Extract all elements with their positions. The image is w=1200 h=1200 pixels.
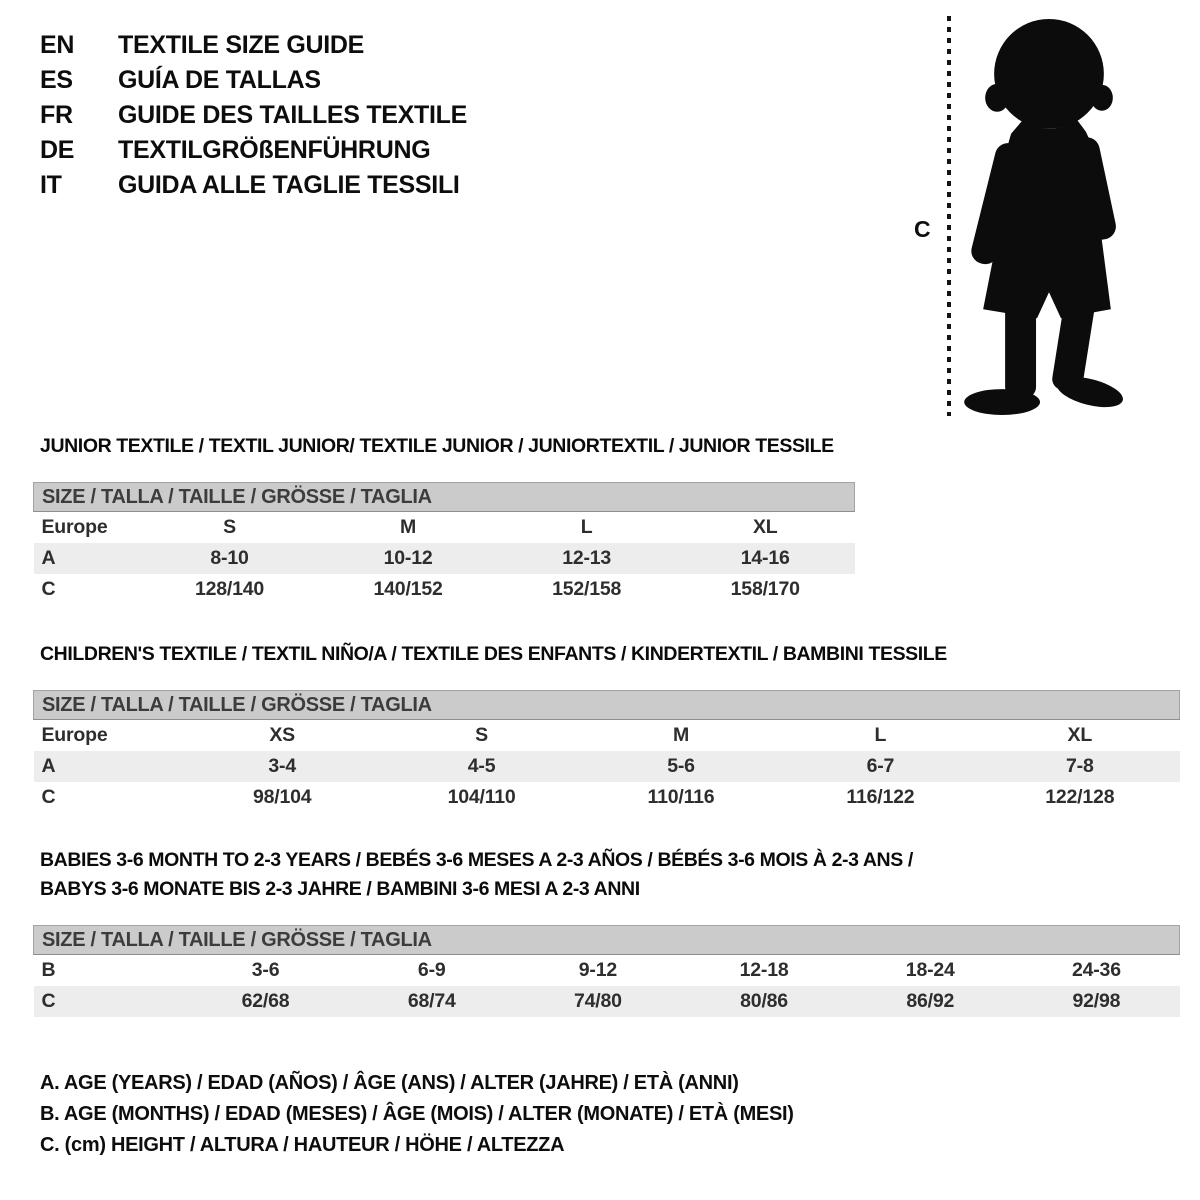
- measure-row-B: [34, 955, 1180, 987]
- height-dashed-line: [947, 16, 951, 416]
- region-label: Europe: [41, 516, 108, 538]
- section-childrens-textile: [33, 640, 1180, 813]
- size-label: S: [223, 516, 236, 538]
- measure-value: 158/170: [730, 578, 800, 600]
- measure-value: 6-7: [781, 751, 980, 782]
- measure-value: 3-4: [182, 751, 381, 782]
- measure-value: 3-6: [251, 959, 280, 981]
- measure-value: 110/116: [647, 786, 715, 808]
- measure-value: 80/86: [681, 986, 847, 1017]
- measure-row-C: [34, 574, 855, 605]
- measurement-legend: [40, 1068, 794, 1161]
- measure-value: 122/128: [1045, 786, 1115, 808]
- language-code: FR: [40, 101, 73, 129]
- section-title: JUNIOR TEXTILE / TEXTIL JUNIOR/ TEXTILE JUNIOR / JUNIORTEXTIL / JUNIOR TESSILE: [40, 435, 834, 457]
- measure-value: 12-18: [739, 959, 789, 981]
- language-code: ES: [40, 66, 73, 94]
- measure-value: 98/104: [252, 786, 312, 808]
- size-label: M: [400, 516, 417, 538]
- section-title-block: [33, 846, 1180, 904]
- size-band-row: [34, 926, 1180, 955]
- size-label: S: [475, 724, 488, 746]
- language-row-de: [40, 133, 467, 168]
- language-title: GUIDA ALLE TAGLIE TESSILI: [118, 171, 460, 199]
- language-title: GUÍA DE TALLAS: [118, 66, 321, 94]
- language-code: DE: [40, 136, 75, 164]
- measure-value: 14-16: [676, 543, 855, 574]
- size-label: XS: [269, 724, 295, 746]
- measure-value: 74/80: [515, 986, 681, 1017]
- measure-row-A: [34, 751, 1180, 782]
- language-code: EN: [40, 31, 75, 59]
- legend-line: A. AGE (YEARS) / EDAD (AÑOS) / ÂGE (ANS) / ALTER (JAHRE) / ETÀ (ANNI): [40, 1072, 739, 1094]
- measure-letter: B: [41, 959, 56, 981]
- language-code: IT: [40, 171, 62, 199]
- measure-value: 116/122: [846, 786, 915, 808]
- language-title-list: [40, 28, 467, 203]
- language-title: TEXTILE SIZE GUIDE: [118, 31, 365, 59]
- size-header-row: [34, 512, 855, 544]
- section-title: CHILDREN'S TEXTILE / TEXTIL NIÑO/A / TEXTILE DES ENFANTS / KINDERTEXTIL / BAMBINI TESSILE: [40, 643, 947, 665]
- measure-value: 92/98: [1013, 986, 1179, 1017]
- measure-row-A: [34, 543, 855, 574]
- size-band-label: SIZE / TALLA / TAILLE / GRÖSSE / TAGLIA: [34, 926, 1180, 955]
- language-row-es: [40, 63, 467, 98]
- language-row-fr: [40, 98, 467, 133]
- measure-value: 5-6: [581, 751, 780, 782]
- measure-letter: A: [34, 751, 183, 782]
- size-label: M: [672, 724, 689, 746]
- measure-value: 62/68: [182, 986, 348, 1017]
- measure-letter: A: [34, 543, 141, 574]
- measure-value: 152/158: [552, 578, 622, 600]
- size-header-row: [34, 720, 1180, 752]
- size-label: XL: [1067, 724, 1093, 746]
- legend-line: C. (cm) HEIGHT / ALTURA / HAUTEUR / HÖHE / ALTEZZA: [40, 1134, 565, 1156]
- measure-value: 7-8: [980, 751, 1179, 782]
- section-title-block: [33, 640, 1180, 669]
- measure-value: 24-36: [1071, 959, 1121, 981]
- measure-value: 12-13: [497, 543, 676, 574]
- language-row-en: [40, 28, 467, 63]
- size-band-row: [34, 483, 855, 512]
- language-title: GUIDE DES TAILLES TEXTILE: [118, 101, 468, 129]
- measure-value: 10-12: [319, 543, 498, 574]
- measure-value: 9-12: [578, 959, 618, 981]
- size-band-label: SIZE / TALLA / TAILLE / GRÖSSE / TAGLIA: [34, 691, 1180, 720]
- measure-value: 104/110: [447, 786, 516, 808]
- section-title: BABYS 3-6 MONATE BIS 2-3 JAHRE / BAMBINI 3-6 MESI A 2-3 ANNI: [40, 878, 640, 900]
- measure-letter: C: [41, 578, 56, 600]
- language-title: TEXTILGRÖßENFÜHRUNG: [118, 136, 431, 164]
- measure-value: 68/74: [349, 986, 515, 1017]
- measure-value: 4-5: [382, 751, 581, 782]
- measure-value: 18-24: [905, 959, 955, 981]
- size-table-babies: [33, 925, 1180, 1017]
- region-label: Europe: [41, 724, 108, 746]
- measure-value: 8-10: [140, 543, 319, 574]
- section-title-block: [33, 432, 855, 461]
- size-band-label: SIZE / TALLA / TAILLE / GRÖSSE / TAGLIA: [34, 483, 855, 512]
- size-band-row: [34, 691, 1180, 720]
- measure-value: 140/152: [373, 578, 443, 600]
- measure-value: 128/140: [194, 578, 265, 600]
- size-table-children: [33, 690, 1180, 813]
- section-title: BABIES 3-6 MONTH TO 2-3 YEARS / BEBÉS 3-6 MESES A 2-3 AÑOS / BÉBÉS 3-6 MOIS À 2-3 ANS /: [40, 849, 913, 871]
- measure-row-C: [34, 782, 1180, 813]
- size-table-junior: [33, 482, 855, 605]
- size-label: L: [874, 724, 887, 746]
- height-measure-label: C: [914, 216, 931, 242]
- size-label: XL: [752, 516, 778, 538]
- toddler-silhouette-image: [956, 14, 1138, 418]
- measure-letter: C: [41, 786, 56, 808]
- measure-value: 86/92: [847, 986, 1013, 1017]
- measure-row-C: [34, 986, 1180, 1017]
- measure-value: 6-9: [417, 959, 446, 981]
- legend-line: B. AGE (MONTHS) / EDAD (MESES) / ÂGE (MOIS) / ALTER (MONATE) / ETÀ (MESI): [40, 1103, 794, 1125]
- size-label: L: [580, 516, 593, 538]
- section-babies-textile: [33, 846, 1180, 1017]
- measure-letter: C: [34, 986, 183, 1017]
- section-junior-textile: [33, 432, 855, 605]
- language-row-it: [40, 168, 467, 203]
